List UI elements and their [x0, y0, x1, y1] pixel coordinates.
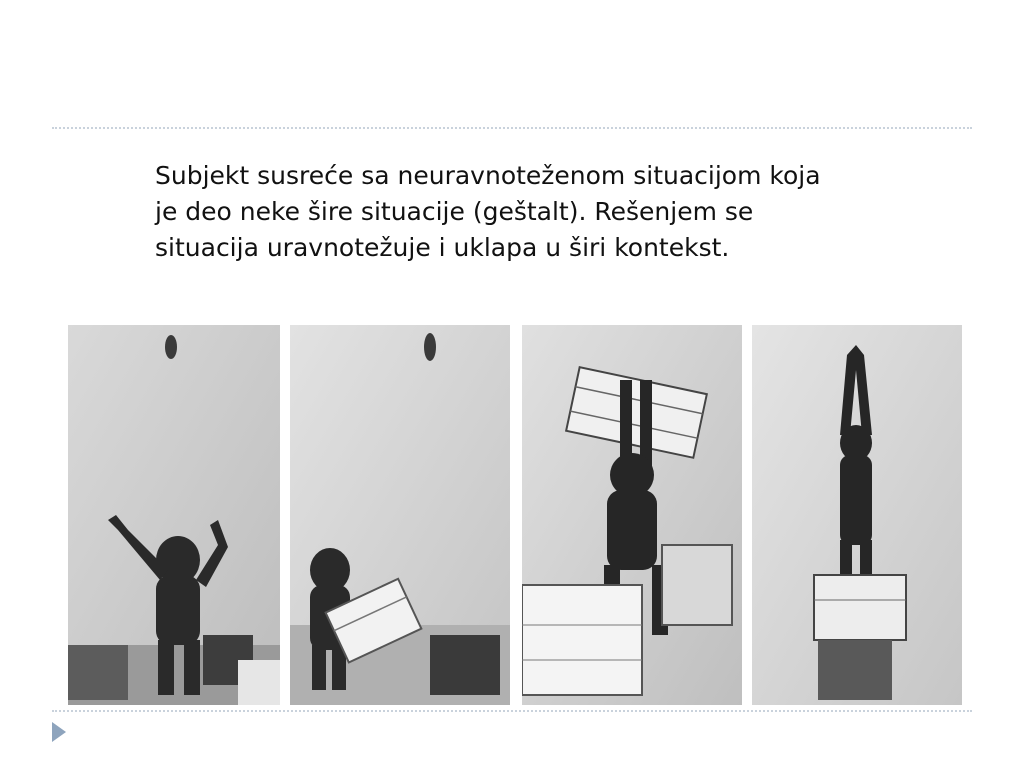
chimpanzee-photo-strip — [68, 325, 962, 705]
crate — [662, 545, 732, 625]
crate — [522, 585, 642, 695]
photo-panel-lifting — [522, 325, 742, 705]
bottom-divider — [52, 710, 972, 712]
banana-icon — [424, 333, 436, 361]
crate — [68, 645, 128, 700]
crate — [814, 575, 906, 640]
crate — [818, 640, 892, 700]
photo-panel-carrying — [290, 325, 510, 705]
slide-body-text: Subjekt susreće sa neuravnoteženom situacijom koja je deo neke šire situacije (geštalt). Rešenjem se situacija uravnotežuje i uklapa u širi kontekst. — [155, 161, 821, 262]
photo-panel-reaching — [68, 325, 280, 705]
bullet-arrow-icon — [52, 722, 66, 742]
top-divider — [52, 127, 972, 129]
crate — [430, 635, 500, 695]
photo-panel-standing — [752, 325, 962, 705]
banana-icon — [165, 335, 177, 359]
